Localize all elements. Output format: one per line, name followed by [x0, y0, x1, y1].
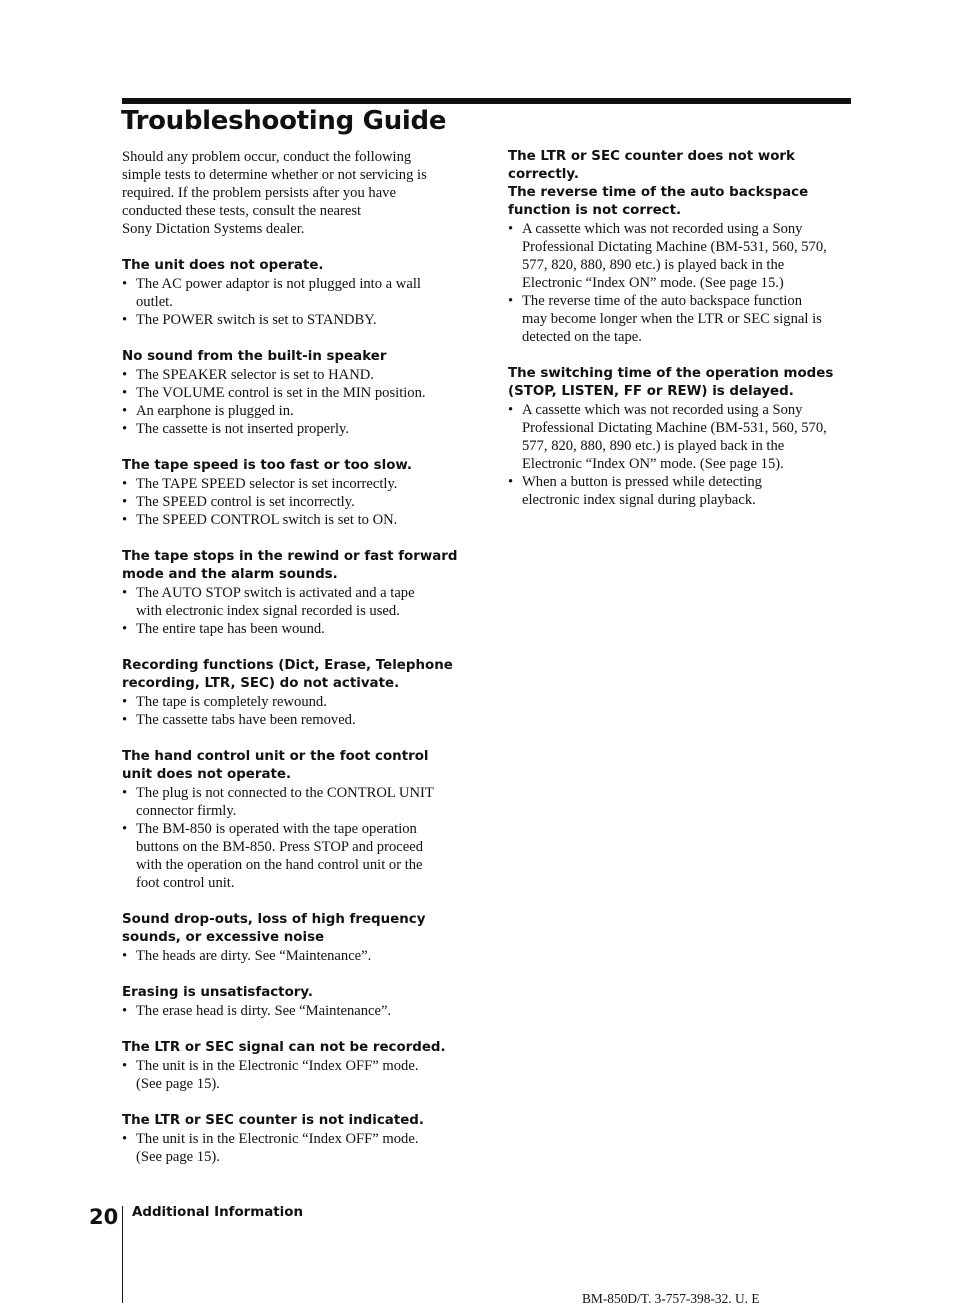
- document-code: BM-850D/T. 3-757-398-32. U. E: [582, 1291, 760, 1306]
- bullet-list: [508, 401, 860, 509]
- bullet-list: [122, 366, 474, 438]
- bullet-item: • The VOLUME control is set in the MIN position.: [122, 384, 474, 402]
- troubleshooting-section: [122, 457, 474, 529]
- left-column: [122, 148, 474, 1185]
- troubleshooting-section: [122, 257, 474, 329]
- bullet-list: [122, 1130, 474, 1166]
- intro-paragraph: Should any problem occur, conduct the following simple tests to determine whether or not servicing is required. If the problem persists after you have conducted these tests, consult the nearest Sony Dictation Systems dealer.: [122, 149, 427, 237]
- bullet-item: • The TAPE SPEED selector is set incorrectly.: [122, 475, 474, 493]
- bullet-list: [122, 784, 474, 892]
- section-heading: The tape speed is too fast or too slow.: [122, 458, 413, 473]
- troubleshooting-section: [122, 911, 474, 965]
- page-title: Troubleshooting Guide: [121, 106, 447, 136]
- page-number: 20: [89, 1205, 119, 1229]
- bullet-list: [122, 475, 474, 529]
- footer-section-label: Additional Information: [132, 1205, 303, 1220]
- troubleshooting-section: [508, 365, 860, 509]
- bullet-list: [122, 693, 474, 729]
- bullet-item: • The AC power adaptor is not plugged into a wall outlet.: [122, 275, 474, 311]
- footer-rule: [122, 1206, 123, 1303]
- troubleshooting-section: [122, 657, 474, 729]
- bullet-item: • The cassette is not inserted properly.: [122, 420, 474, 438]
- troubleshooting-section: [122, 1112, 474, 1166]
- bullet-item: • The erase head is dirty. See “Maintenance”.: [122, 1002, 474, 1020]
- bullet-item: • The unit is in the Electronic “Index OFF” mode. (See page 15).: [122, 1057, 474, 1093]
- bullet-item: • The reverse time of the auto backspace function may become longer when the LTR or SEC signal is detected on the tape.: [508, 292, 860, 346]
- bullet-item: • An earphone is plugged in.: [122, 402, 474, 420]
- section-heading: The LTR or SEC counter is not indicated.: [122, 1113, 424, 1128]
- bullet-item: • The POWER switch is set to STANDBY.: [122, 311, 474, 329]
- right-column: [508, 148, 860, 528]
- bullet-list: [122, 1002, 474, 1020]
- troubleshooting-section: [508, 148, 860, 346]
- bullet-item: • A cassette which was not recorded using a Sony Professional Dictating Machine (BM-531, 560, 570, 577, 820, 880, 890 etc.) is played back in the Electronic “Index ON” mode. (See page 15.): [508, 220, 860, 292]
- bullet-item: • A cassette which was not recorded using a Sony Professional Dictating Machine (BM-531, 560, 570, 577, 820, 880, 890 etc.) is played back in the Electronic “Index ON” mode. (See page 15).: [508, 401, 860, 473]
- section-heading: Erasing is unsatisfactory.: [122, 985, 313, 1000]
- bullet-item: • The tape is completely rewound.: [122, 693, 474, 711]
- bullet-item: • The plug is not connected to the CONTROL UNIT connector firmly.: [122, 784, 474, 820]
- bullet-list: [122, 275, 474, 329]
- troubleshooting-section: [122, 984, 474, 1020]
- section-heading: Sound drop-outs, loss of high frequency sounds, or excessive noise: [122, 912, 426, 945]
- bullet-item: • The cassette tabs have been removed.: [122, 711, 474, 729]
- bullet-item: • The heads are dirty. See “Maintenance”.: [122, 947, 474, 965]
- bullet-item: • The BM-850 is operated with the tape operation buttons on the BM-850. Press STOP and proceed with the operation on the hand control unit or the foot control unit.: [122, 820, 474, 892]
- section-heading: The unit does not operate.: [122, 258, 324, 273]
- section-heading: The tape stops in the rewind or fast forward mode and the alarm sounds.: [122, 549, 458, 582]
- bullet-item: • When a button is pressed while detecting electronic index signal during playback.: [508, 473, 860, 509]
- troubleshooting-section: [122, 1039, 474, 1093]
- bullet-list: [122, 1057, 474, 1093]
- bullet-list: [122, 947, 474, 965]
- bullet-list: [508, 220, 860, 346]
- troubleshooting-section: [122, 548, 474, 638]
- left-sections: [122, 257, 474, 1166]
- section-heading: The LTR or SEC counter does not work correctly. The reverse time of the auto backspace function is not correct.: [508, 149, 809, 218]
- section-heading: The switching time of the operation modes (STOP, LISTEN, FF or REW) is delayed.: [508, 366, 834, 399]
- troubleshooting-section: [122, 748, 474, 892]
- bullet-list: [122, 584, 474, 638]
- section-heading: No sound from the built-in speaker: [122, 349, 387, 364]
- bullet-item: • The entire tape has been wound.: [122, 620, 474, 638]
- section-heading: Recording functions (Dict, Erase, Telephone recording, LTR, SEC) do not activate.: [122, 658, 453, 691]
- section-heading: The LTR or SEC signal can not be recorded.: [122, 1040, 446, 1055]
- bullet-item: • The unit is in the Electronic “Index OFF” mode. (See page 15).: [122, 1130, 474, 1166]
- section-heading: The hand control unit or the foot control unit does not operate.: [122, 749, 429, 782]
- bullet-item: • The SPEED control is set incorrectly.: [122, 493, 474, 511]
- troubleshooting-section: [122, 348, 474, 438]
- bullet-item: • The SPEED CONTROL switch is set to ON.: [122, 511, 474, 529]
- right-sections: [508, 148, 860, 509]
- bullet-item: • The SPEAKER selector is set to HAND.: [122, 366, 474, 384]
- bullet-item: • The AUTO STOP switch is activated and a tape with electronic index signal recorded is used.: [122, 584, 474, 620]
